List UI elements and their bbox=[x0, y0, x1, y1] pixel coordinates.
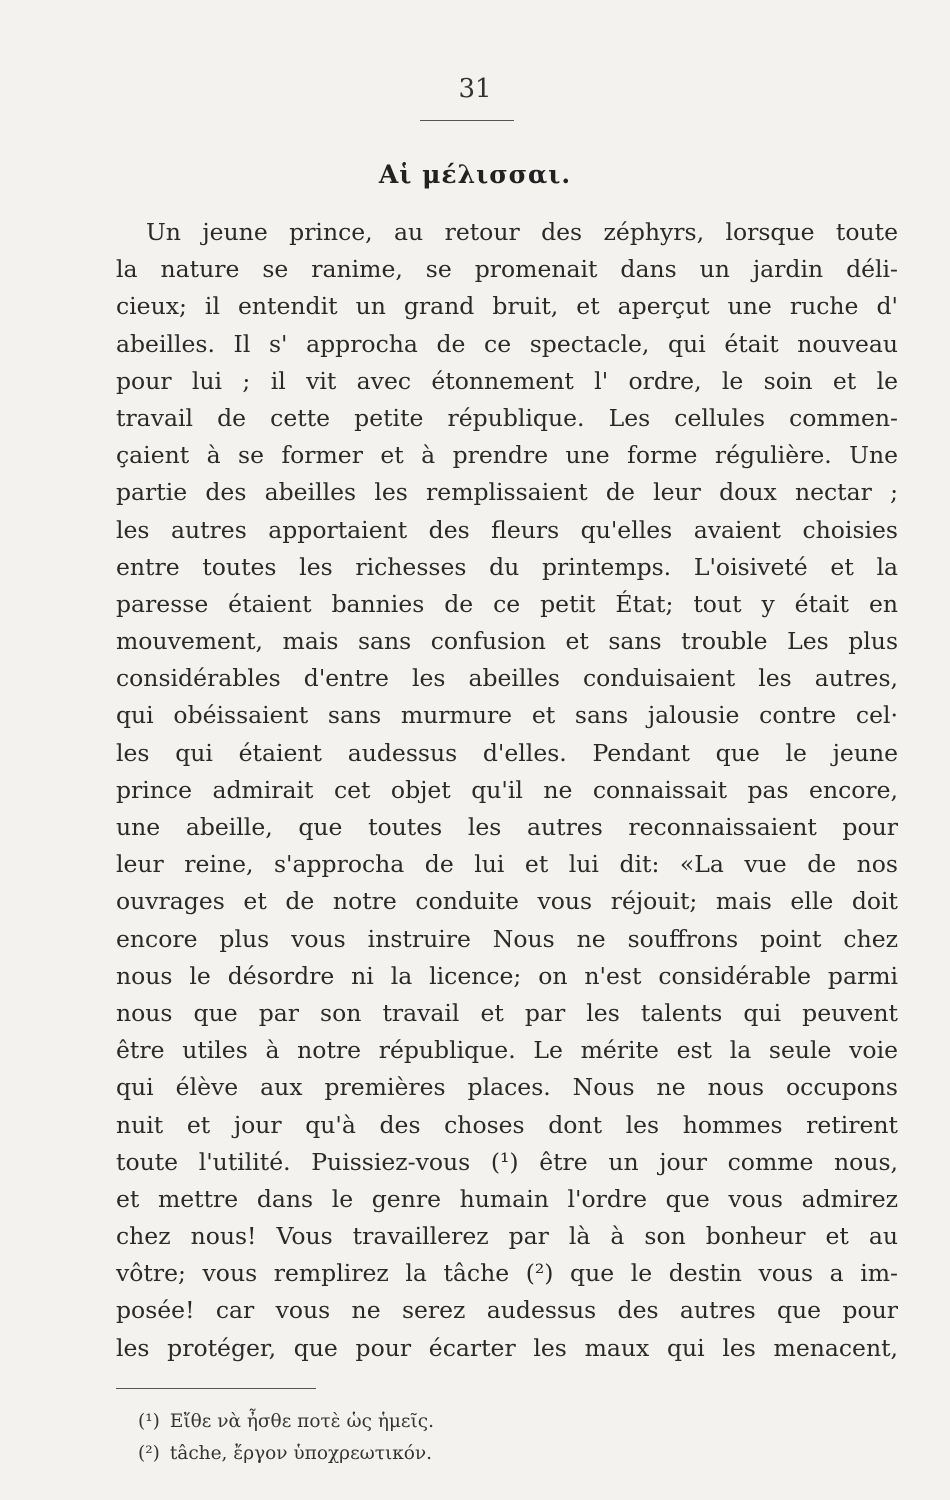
footnote-rule bbox=[116, 1388, 316, 1389]
text-line: çaient à se former et à prendre une forme régulière. Une bbox=[116, 441, 898, 470]
text-line: ouvrages et de notre conduite vous réjouit; mais elle doit bbox=[116, 887, 898, 916]
page-number: 31 bbox=[458, 74, 492, 104]
footnote-2 bbox=[138, 1438, 738, 1470]
text-line: nous que par son travail et par les talents qui peuvent bbox=[116, 998, 898, 1027]
footnote-mark: (¹) bbox=[138, 1411, 160, 1432]
body-paragraph bbox=[116, 214, 898, 1367]
text-line: prince admirait cet objet qu'il ne connaissait pas encore, bbox=[116, 775, 898, 804]
section-heading: Αἱ μέλισσαι. bbox=[378, 160, 572, 189]
text-line: une abeille, que toutes les autres reconnaissaient pour bbox=[116, 813, 898, 841]
text-line: toute l'utilité. Puissiez-vous (¹) être un jour comme nous, bbox=[116, 1147, 898, 1176]
text-line: abeilles. Il s' approcha de ce spectacle, qui était nouveau bbox=[116, 329, 898, 358]
text-line: être utiles à notre république. Le mérite est la seule voie bbox=[116, 1036, 898, 1065]
text-line: considérables d'entre les abeilles conduisaient les autres, bbox=[116, 664, 898, 693]
text-line: vôtre; vous remplirez la tâche (²) que le destin vous a im- bbox=[116, 1259, 898, 1288]
text-line: pour lui ; il vit avec étonnement l' ordre, le soin et le bbox=[116, 366, 898, 395]
text-line: leur reine, s'approcha de lui et lui dit: «La vue de nos bbox=[116, 850, 898, 879]
text-line: les protéger, que pour écarter les maux qui les menacent, bbox=[116, 1333, 898, 1362]
text-line: paresse étaient bannies de ce petit État; tout y était en bbox=[116, 589, 898, 618]
text-line: qui obéissaient sans murmure et sans jalousie contre cel· bbox=[116, 701, 898, 730]
text-line: les qui étaient audessus d'elles. Pendant que le jeune bbox=[116, 738, 898, 767]
footnote-text: Εἴθε νὰ ἦσθε ποτὲ ὡς ἡμεῖς. bbox=[169, 1411, 435, 1432]
text-line: et mettre dans le genre humain l'ordre que vous admirez bbox=[116, 1184, 898, 1213]
footnote-mark: (²) bbox=[138, 1443, 160, 1464]
text-line: partie des abeilles les remplissaient de leur doux nectar ; bbox=[116, 478, 898, 507]
footnote-text: tâche, ἔργον ὑποχρεωτικόν. bbox=[169, 1443, 433, 1464]
page-number-rule bbox=[420, 120, 514, 121]
text-line: nous le désordre ni la licence; on n'est considérable parmi bbox=[116, 961, 898, 990]
text-line: travail de cette petite république. Les cellules commen- bbox=[116, 403, 898, 432]
text-line: la nature se ranime, se promenait dans un jardin déli- bbox=[116, 255, 898, 284]
text-line: cieux; il entendit un grand bruit, et aperçut une ruche d' bbox=[116, 292, 898, 321]
text-line: Un jeune prince, au retour des zéphyrs, lorsque toute bbox=[146, 218, 898, 246]
footnote-1 bbox=[138, 1406, 738, 1438]
text-line: qui élève aux premières places. Nous ne nous occupons bbox=[116, 1073, 898, 1102]
footnotes bbox=[138, 1406, 738, 1470]
text-line: les autres apportaient des fleurs qu'elles avaient choisies bbox=[116, 515, 898, 544]
text-line: chez nous! Vous travaillerez par là à son bonheur et au bbox=[116, 1222, 898, 1251]
text-line: mouvement, mais sans confusion et sans trouble Les plus bbox=[116, 627, 898, 656]
text-line: nuit et jour qu'à des choses dont les hommes retirent bbox=[116, 1110, 898, 1139]
text-line: entre toutes les richesses du printemps. L'oisiveté et la bbox=[116, 552, 898, 581]
text-line: posée! car vous ne serez audessus des autres que pour bbox=[116, 1296, 898, 1325]
text-line: encore plus vous instruire Nous ne souffrons point chez bbox=[116, 924, 898, 953]
